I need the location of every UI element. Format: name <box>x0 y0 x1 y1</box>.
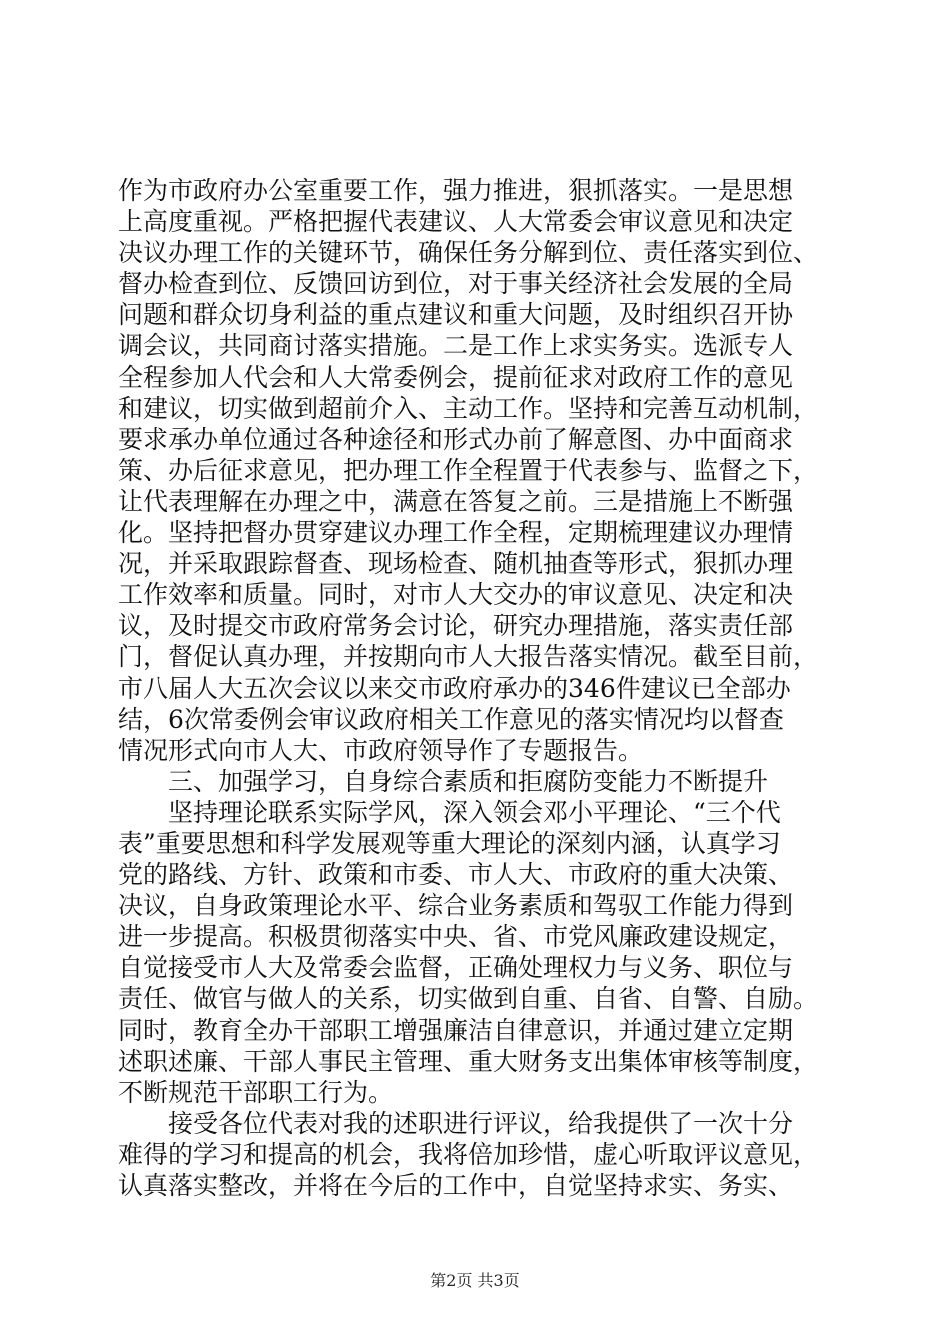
section-heading: 三、加强学习，自身综合素质和拒腐防变能力不断提升 <box>168 766 769 796</box>
text-line: 督办检查到位、反馈回访到位，对于事关经济社会发展的全局 <box>118 269 794 299</box>
text-line: 作为市政府办公室重要工作，强力推进，狠抓落实。一是思想 <box>118 176 794 205</box>
text-line: 党的路线、方针、政策和市委、市人大、市政府的重大决策、 <box>118 860 794 890</box>
text-line: 要求承办单位通过各种途径和形式办前了解意图、办中面商求 <box>118 424 794 454</box>
text-line: 况，并采取跟踪督查、现场检查、随机抽查等形式，狠抓办理 <box>118 549 794 579</box>
text-line: 责任、做官与做人的关系，切实做到自重、自省、自警、自励。 <box>118 984 819 1014</box>
text-line: 自觉接受市人大及常委会监督，正确处理权力与义务、职位与 <box>118 953 794 983</box>
text-line: 和建议，切实做到超前介入、主动工作。坚持和完善互动机制， <box>118 393 819 423</box>
text-line: 上高度重视。严格把握代表建议、人大常委会审议意见和决定 <box>118 207 794 237</box>
text-line: 认真落实整改，并将在今后的工作中，自觉坚持求实、务实、 <box>118 1171 794 1200</box>
text-line: 表”重要思想和科学发展观等重大理论的深刻内涵，认真学习 <box>118 828 781 858</box>
text-line: 策、办后征求意见，把办理工作全程置于代表参与、监督之下， <box>118 455 819 485</box>
text-line: 让代表理解在办理之中，满意在答复之前。三是措施上不断强 <box>118 486 794 516</box>
text-line: 全程参加人代会和人大常委例会，提前征求对政府工作的意见 <box>118 362 794 392</box>
text-line: 问题和群众切身利益的重点建议和重大问题，及时组织召开协 <box>118 300 794 330</box>
text-line: 决议，自身政策理论水平、综合业务素质和驾驭工作能力得到 <box>118 891 794 921</box>
text-line: 市八届人大五次会议以来交市政府承办的346件建议已全部办 <box>118 673 791 703</box>
text-line: 难得的学习和提高的机会，我将倍加珍惜，虚心听取评议意见， <box>118 1139 819 1169</box>
text-line: 情况形式向市人大、市政府领导作了专题报告。 <box>118 735 644 765</box>
text-line: 接受各位代表对我的述职进行评议，给我提供了一次十分 <box>168 1108 794 1138</box>
text-line: 同时，教育全办干部职工增强廉洁自律意识，并通过建立定期 <box>118 1015 794 1045</box>
text-line: 化。坚持把督办贯穿建议办理工作全程，定期梳理建议办理情 <box>118 518 794 548</box>
text-line: 不断规范干部职工行为。 <box>118 1077 394 1107</box>
text-line: 门，督促认真办理，并按期向市人大报告落实情况。截至目前， <box>118 642 819 672</box>
text-line: 议，及时提交市政府常务会讨论，研究办理措施，落实责任部 <box>118 611 794 641</box>
text-line: 工作效率和质量。同时，对市人大交办的审议意见、决定和决 <box>118 580 794 610</box>
text-line: 述职述廉、干部人事民主管理、重大财务支出集体审核等制度， <box>118 1046 819 1076</box>
body-text <box>118 175 838 1201</box>
text-line: 决议办理工作的关键环节，确保任务分解到位、责任落实到位、 <box>118 238 819 268</box>
page-number-footer: 第2页 共3页 <box>430 1271 520 1290</box>
text-line: 进一步提高。积极贯彻落实中央、省、市党风廉政建设规定， <box>118 922 794 952</box>
text-line: 调会议，共同商讨落实措施。二是工作上求实务实。选派专人 <box>118 331 794 361</box>
text-line: 坚持理论联系实际学风，深入领会邓小平理论、“三个代 <box>168 797 781 827</box>
text-line: 结，6次常委例会审议政府相关工作意见的落实情况均以督查 <box>118 704 784 734</box>
